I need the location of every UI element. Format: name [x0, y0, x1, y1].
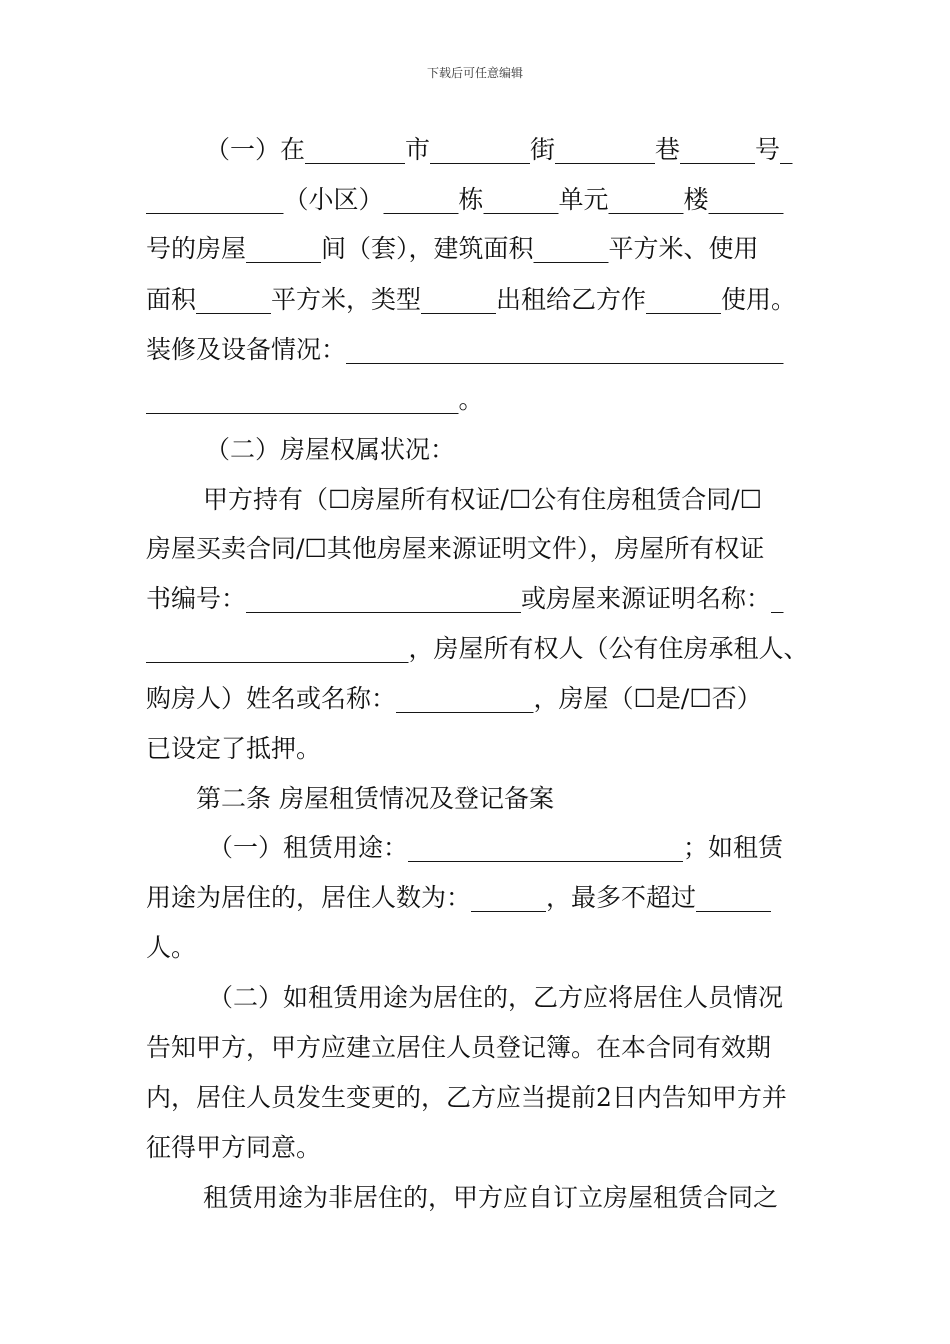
paragraph-line-16: 用途为居住的，居住人数为：______，最多不超过______	[146, 883, 772, 912]
paragraph-line-10: 书编号：______________________或房屋来源证明名称：_	[146, 584, 784, 613]
paragraph-line-9: 房屋买卖合同/☐其他房屋来源证明文件），房屋所有权证	[146, 534, 765, 563]
paragraph-line-22: 租赁用途为非居住的，甲方应自订立房屋租赁合同之	[203, 1183, 779, 1212]
paragraph-line-4: 面积______平方米，类型______出租给乙方作______使用。	[146, 285, 797, 314]
article-heading-2: 第二条 房屋租赁情况及登记备案	[196, 784, 554, 813]
paragraph-line-6: _________________________。	[146, 385, 484, 414]
paragraph-line-3: 号的房屋______间（套），建筑面积______平方米、使用	[146, 234, 759, 263]
paragraph-line-1: （一）在________市________街________巷______号_	[205, 135, 793, 164]
paragraph-line-17: 人。	[146, 933, 197, 962]
paragraph-line-13: 已设定了抵押。	[146, 734, 322, 763]
paragraph-line-15: （一）租赁用途：______________________；如租赁	[208, 833, 784, 862]
paragraph-line-21: 征得甲方同意。	[146, 1133, 322, 1162]
paragraph-line-5: 装修及设备情况：___________________________________	[146, 335, 784, 364]
paragraph-line-18: （二）如租赁用途为居住的，乙方应将居住人员情况	[208, 983, 784, 1012]
paragraph-line-12: 购房人）姓名或名称：___________，房屋（☐是/☐否）	[146, 684, 762, 713]
paragraph-line-8: 甲方持有（☐房屋所有权证/☐公有住房租赁合同/☐	[203, 485, 763, 514]
paragraph-line-20: 内，居住人员发生变更的，乙方应当提前2日内告知甲方并	[146, 1083, 787, 1112]
paragraph-line-19: 告知甲方，甲方应建立居住人员登记簿。在本合同有效期	[146, 1033, 772, 1062]
page-header: 下载后可任意编辑	[426, 66, 523, 80]
paragraph-line-11: _____________________，房屋所有权人（公有住房承租人、	[146, 634, 809, 663]
paragraph-line-2: ___________（小区）______栋______单元______楼______	[146, 185, 784, 214]
section-heading-property-rights: （二）房屋权属状况：	[205, 435, 456, 464]
